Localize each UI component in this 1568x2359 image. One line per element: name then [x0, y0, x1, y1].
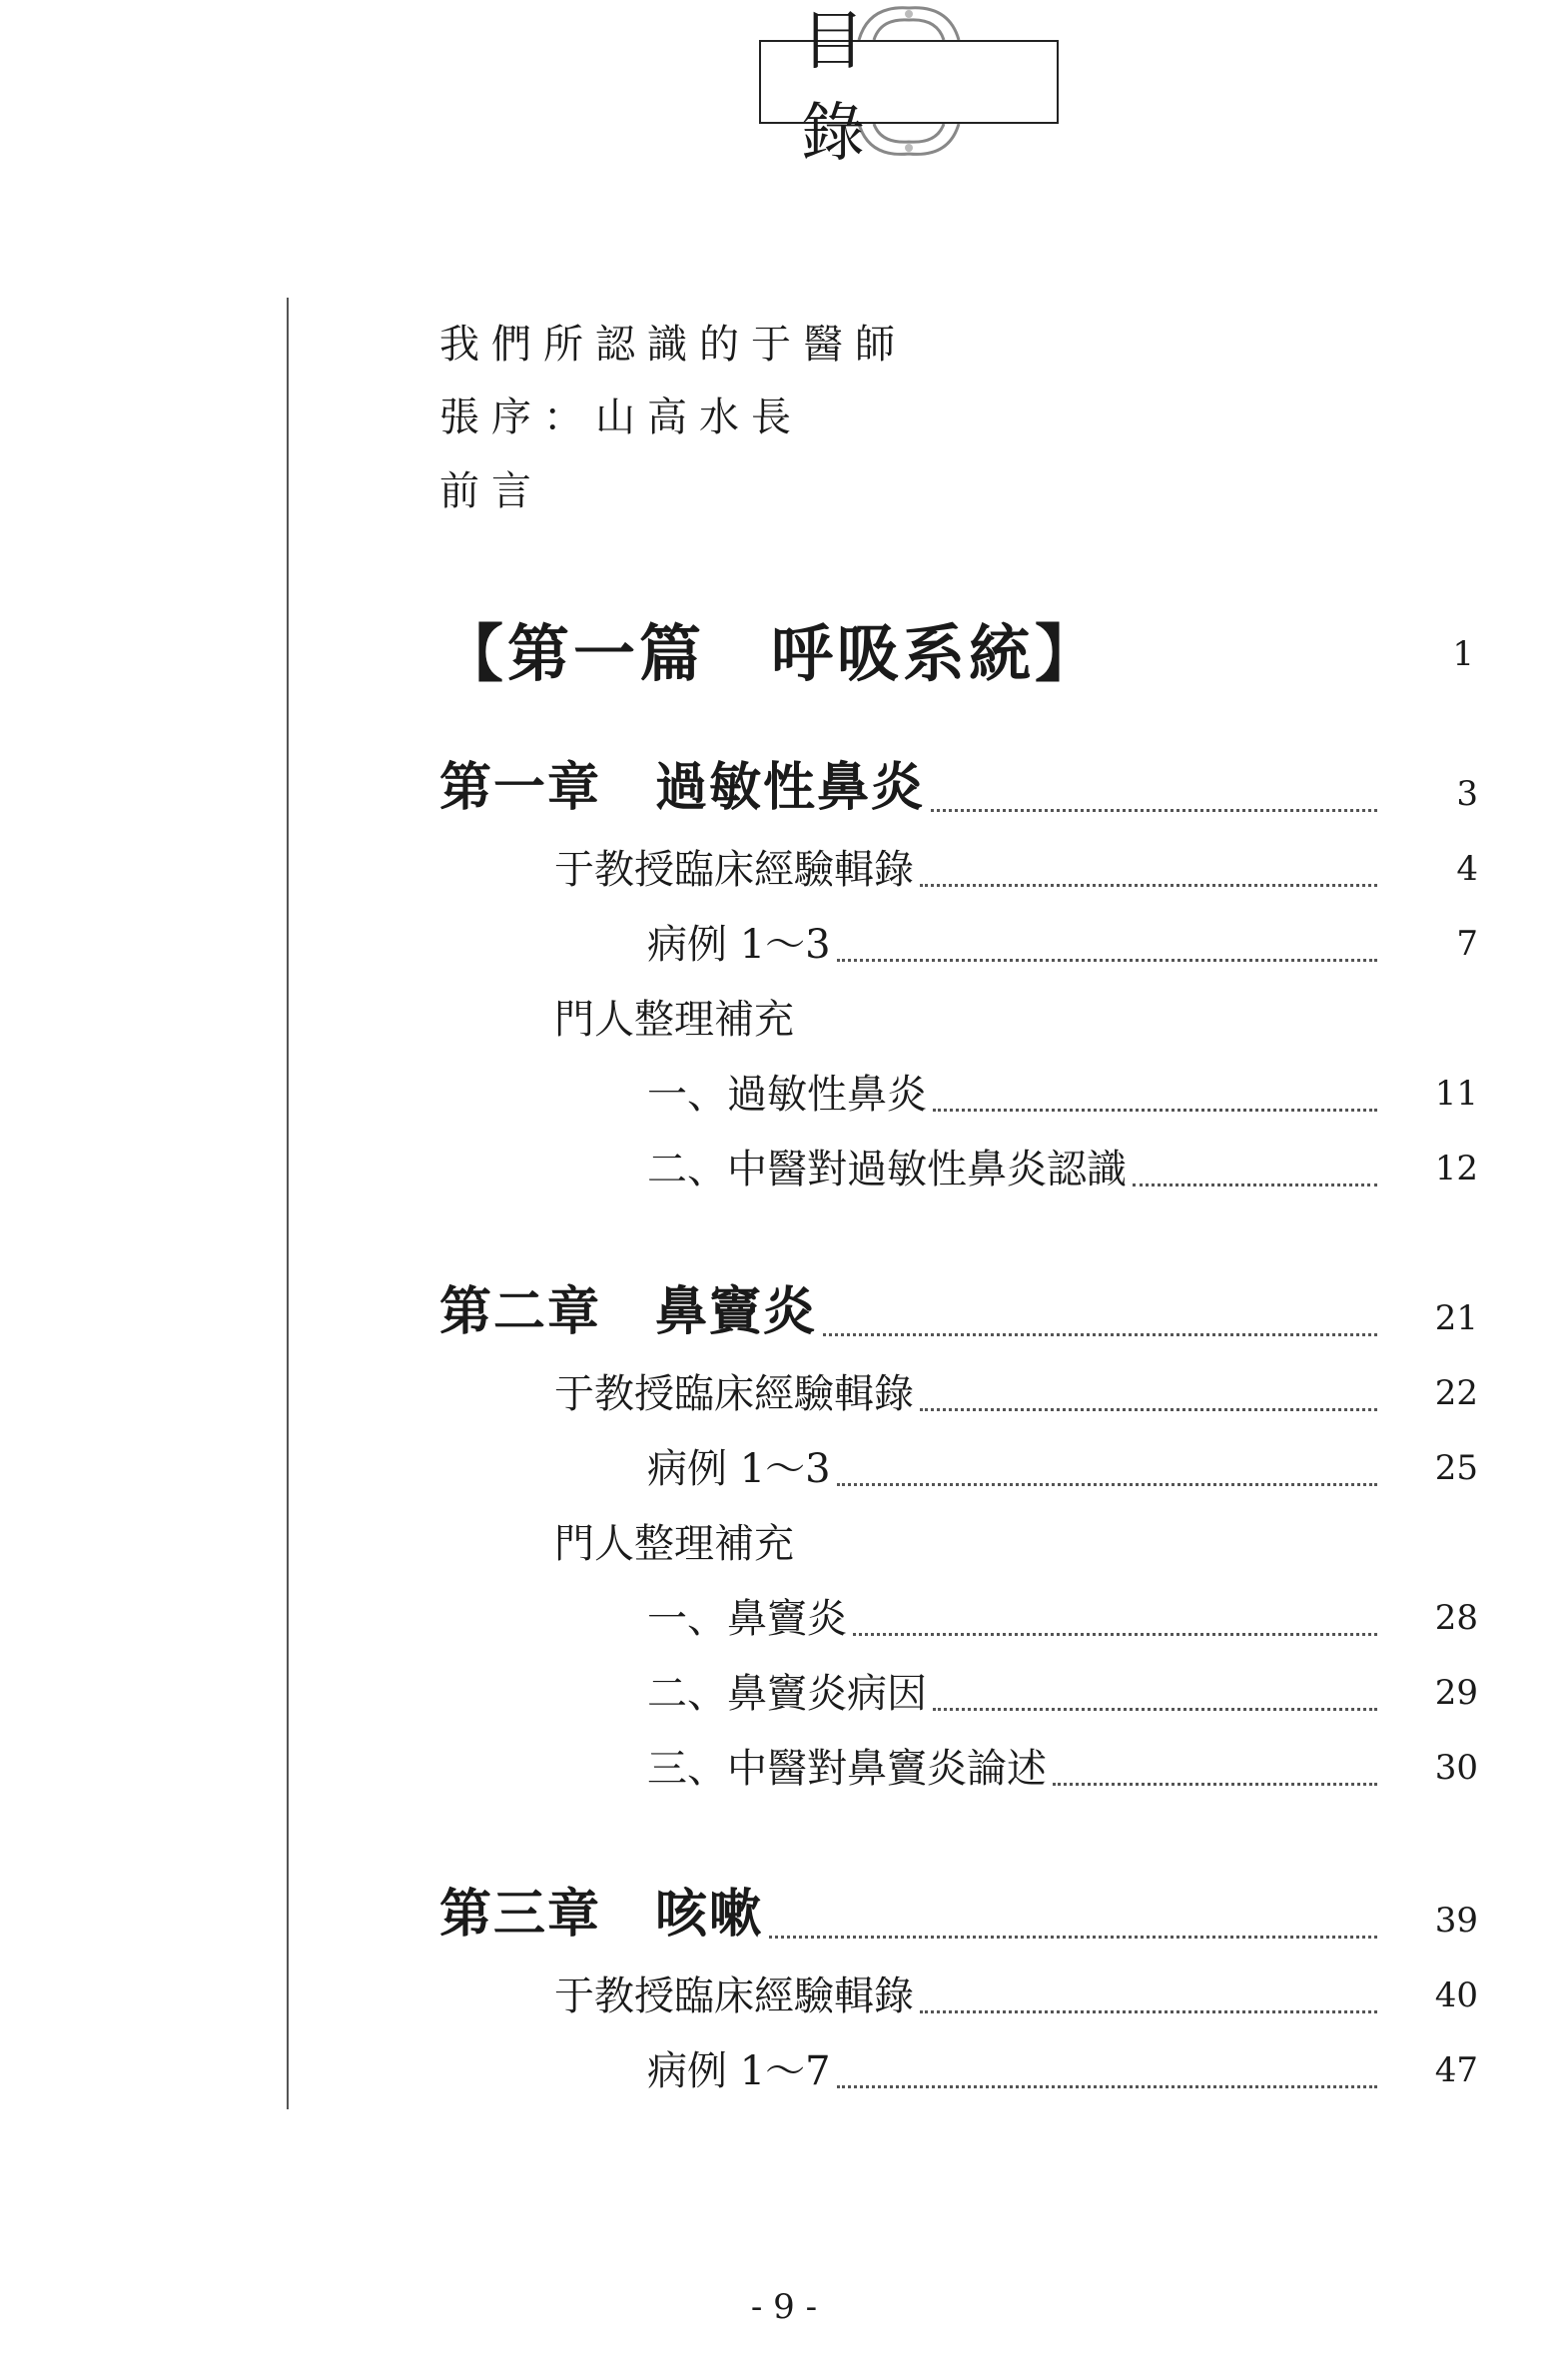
- toc-subsection[interactable]: [647, 1588, 1478, 1644]
- toc-page-number: 21: [1434, 1298, 1478, 1338]
- front-matter-item: 我們所認識的于醫師: [439, 322, 907, 368]
- toc-section[interactable]: [554, 1363, 1478, 1419]
- dot-leader: [1133, 1183, 1377, 1186]
- toc-label: 第三章 咳嗽: [439, 1884, 764, 1945]
- toc-subsection[interactable]: [647, 914, 1478, 970]
- toc-page-number: 29: [1434, 1673, 1478, 1713]
- toc-page-number: 4: [1456, 849, 1478, 889]
- toc-label: 第二章 鼻竇炎: [439, 1281, 818, 1342]
- toc-page-number: 11: [1434, 1074, 1478, 1114]
- toc-subsection[interactable]: [647, 1139, 1478, 1194]
- toc-page-number: 22: [1434, 1373, 1478, 1413]
- toc-page-number: 40: [1434, 1975, 1478, 2015]
- toc-chapter[interactable]: [439, 757, 1478, 820]
- toc-label: 于教授臨床經驗輯錄: [554, 1371, 914, 1417]
- toc-label: 于教授臨床經驗輯錄: [554, 847, 914, 893]
- dot-leader: [931, 809, 1377, 812]
- toc-subsection[interactable]: [647, 1663, 1478, 1719]
- title-header: [699, 0, 1119, 171]
- dot-leader: [769, 1936, 1377, 1939]
- dot-leader: [920, 2010, 1377, 2013]
- toc-label: 病例 1～3: [647, 922, 831, 968]
- dot-leader: [933, 1708, 1377, 1711]
- toc-page-number: 12: [1434, 1149, 1478, 1188]
- page-title: 目 錄: [759, 40, 1059, 124]
- toc-label: 于教授臨床經驗輯錄: [554, 1973, 914, 2019]
- toc-page-number: 47: [1434, 2050, 1478, 2090]
- front-matter-item: 張序：山高水長: [439, 394, 803, 440]
- toc-chapter[interactable]: [439, 1884, 1478, 1947]
- toc-label: 三、中醫對鼻竇炎論述: [647, 1746, 1047, 1792]
- toc-section[interactable]: [554, 839, 1478, 895]
- dot-leader: [853, 1633, 1377, 1636]
- toc-page-number: 7: [1456, 924, 1478, 964]
- toc-label: 門人整理補充: [554, 997, 794, 1043]
- toc-section[interactable]: [554, 1966, 1478, 2021]
- footer-page-number: - 9 -: [750, 2287, 818, 2327]
- part-page-number: 1: [1452, 634, 1474, 674]
- toc-section[interactable]: [554, 989, 1383, 1045]
- toc-label: 第一章 過敏性鼻炎: [439, 757, 926, 818]
- margin-rule: [287, 298, 289, 2109]
- toc-page-number: 28: [1434, 1598, 1478, 1638]
- toc-page-number: 30: [1434, 1748, 1478, 1788]
- dot-leader: [920, 884, 1377, 887]
- dot-leader: [823, 1333, 1377, 1336]
- front-matter-item: 前言: [439, 468, 543, 514]
- dot-leader: [837, 959, 1377, 962]
- toc-subsection[interactable]: [647, 1438, 1478, 1494]
- toc-page-number: 39: [1434, 1901, 1478, 1941]
- toc-label: 二、中醫對過敏性鼻炎認識: [647, 1147, 1127, 1192]
- toc-page-number: 25: [1434, 1448, 1478, 1488]
- toc-section[interactable]: [554, 1513, 1383, 1569]
- toc-label: 一、過敏性鼻炎: [647, 1072, 927, 1118]
- dot-leader: [837, 1483, 1377, 1486]
- toc-label: 病例 1～7: [647, 2048, 831, 2094]
- part-heading: 【第一篇 呼吸系統】: [441, 617, 1102, 690]
- toc-label: 二、鼻竇炎病因: [647, 1671, 927, 1717]
- dot-leader: [837, 2085, 1377, 2088]
- toc-chapter[interactable]: [439, 1281, 1478, 1344]
- dot-leader: [920, 1408, 1377, 1411]
- toc-label: 門人整理補充: [554, 1521, 794, 1567]
- toc-page-number: 3: [1456, 774, 1478, 814]
- toc-subsection[interactable]: [647, 1064, 1478, 1120]
- dot-leader: [933, 1109, 1377, 1112]
- toc-subsection[interactable]: [647, 2040, 1478, 2096]
- toc-label: 病例 1～3: [647, 1446, 831, 1492]
- toc-label: 一、鼻竇炎: [647, 1596, 847, 1642]
- toc-subsection[interactable]: [647, 1738, 1478, 1794]
- dot-leader: [1053, 1783, 1377, 1786]
